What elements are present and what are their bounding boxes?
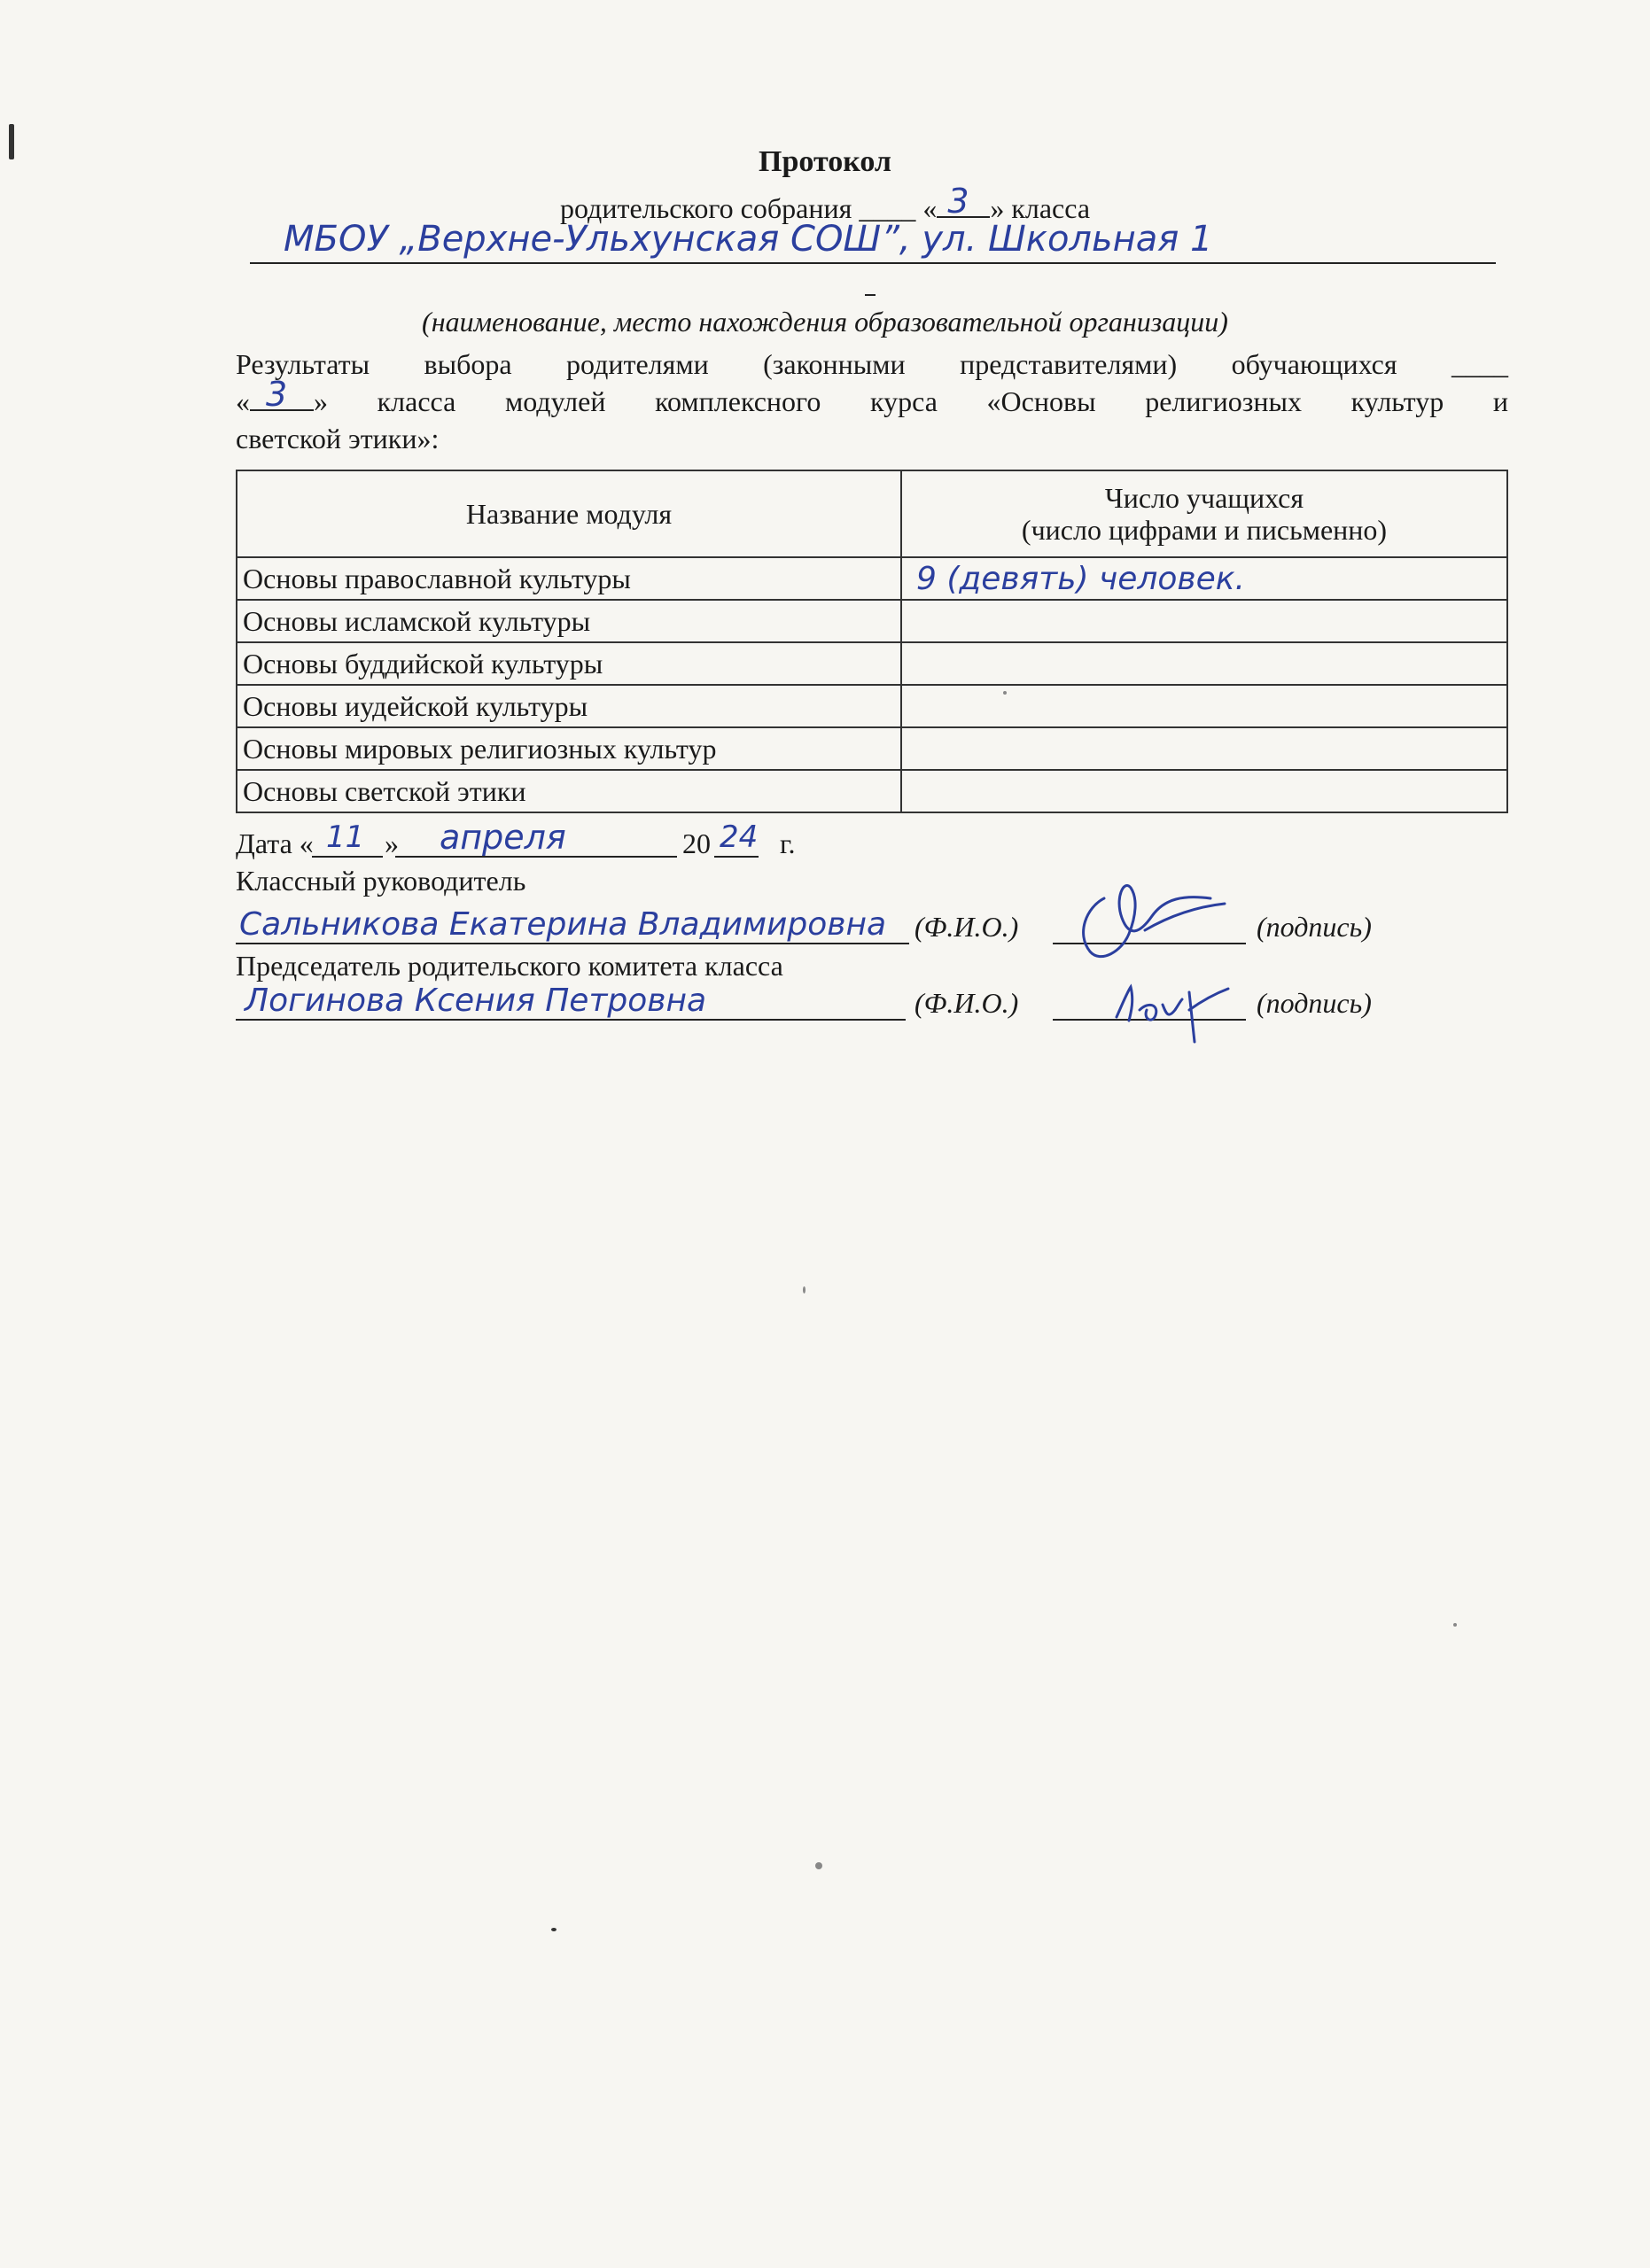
module-name: Основы православной культуры xyxy=(237,557,901,600)
col-count-header-line2: (число цифрами и письменно) xyxy=(1021,514,1388,546)
date-month-handwritten: апреля xyxy=(440,818,566,857)
scan-speck xyxy=(1003,691,1007,695)
table-row xyxy=(237,642,1507,685)
date-year-end: г. xyxy=(780,827,796,859)
school-handwritten: МБОУ „Верхне-Ульхунская СОШ”, ул. Школьная 1 xyxy=(284,219,1213,260)
intro-line-2 xyxy=(236,375,1508,420)
intro-open-quote: « xyxy=(236,385,250,417)
table-row xyxy=(237,727,1507,770)
module-count xyxy=(901,557,1507,600)
intro-line-3: светской этики»: xyxy=(236,423,440,454)
intro-paragraph xyxy=(236,346,1508,457)
date-day-line xyxy=(312,856,383,858)
scan-mark xyxy=(9,124,14,159)
teacher-label: Классный руководитель xyxy=(236,865,526,897)
table-row xyxy=(237,685,1507,727)
scan-speck xyxy=(815,1862,822,1869)
chair-name-handwritten: Логинова Ксения Петровна xyxy=(245,983,707,1019)
class-blank xyxy=(937,182,990,221)
module-name: Основы иудейской культуры xyxy=(237,685,901,727)
date-year-prefix: 20 xyxy=(682,827,711,859)
date-label: Дата « xyxy=(236,827,314,859)
col-module-header: Название модуля xyxy=(237,470,901,557)
module-name: Основы буддийской культуры xyxy=(237,642,901,685)
chair-signature-image xyxy=(1104,975,1246,1045)
col-count-header xyxy=(901,470,1507,557)
intro-line-2-rest: » класса модулей комплексного курса «Основы религиозных культур и xyxy=(314,385,1508,417)
intro-line-1: Результаты выбора родителями (законными представителями) обучающихся ____ xyxy=(236,348,1508,380)
chair-fio-label: (Ф.И.О.) xyxy=(915,987,1019,1019)
table-row xyxy=(237,600,1507,642)
module-count xyxy=(901,727,1507,770)
meeting-prefix: родительского собрания ____ « xyxy=(559,192,938,224)
module-count xyxy=(901,642,1507,685)
intro-class-handwritten: 3 xyxy=(266,375,288,414)
teacher-fio-label: (Ф.И.О.) xyxy=(915,911,1019,943)
module-count xyxy=(901,770,1507,812)
date-day-handwritten: 11 xyxy=(326,819,365,855)
table-row xyxy=(237,770,1507,812)
chair-name-line xyxy=(236,1019,906,1021)
document-title: Протокол xyxy=(759,145,891,178)
meeting-line xyxy=(0,182,1650,224)
scan-speck xyxy=(1453,1623,1457,1627)
module-count xyxy=(901,600,1507,642)
class-handwritten: 3 xyxy=(947,182,969,221)
intro-class-blank xyxy=(250,375,314,414)
school-caption: (наименование, место нахождения образовательной организации) xyxy=(422,306,1228,338)
teacher-signature-label: (подпись) xyxy=(1257,911,1372,943)
teacher-name-handwritten: Сальникова Екатерина Владимировна xyxy=(239,906,887,943)
teacher-signature-image xyxy=(1060,872,1234,969)
date-year-line xyxy=(714,856,759,858)
dash-mark xyxy=(865,294,876,296)
chair-label: Председатель родительского комитета класса xyxy=(236,950,783,982)
scan-speck xyxy=(551,1928,556,1931)
col-count-header-line1: Число учащихся xyxy=(1104,482,1304,514)
module-count-handwritten: 9 (девять) человек. xyxy=(916,561,1245,597)
teacher-name-line xyxy=(236,943,909,944)
module-name: Основы светской этики xyxy=(237,770,901,812)
module-count xyxy=(901,685,1507,727)
date-quote-close: » xyxy=(385,827,399,859)
table-row xyxy=(237,557,1507,600)
module-name: Основы исламской культуры xyxy=(237,600,901,642)
meeting-suffix: » класса xyxy=(990,192,1091,224)
school-underline xyxy=(250,262,1496,264)
module-name: Основы мировых религиозных культур xyxy=(237,727,901,770)
chair-signature-label: (подпись) xyxy=(1257,987,1372,1019)
scan-speck xyxy=(803,1286,806,1293)
table-header-row xyxy=(237,470,1507,557)
date-year-handwritten: 24 xyxy=(720,819,759,855)
modules-table xyxy=(236,470,1508,813)
